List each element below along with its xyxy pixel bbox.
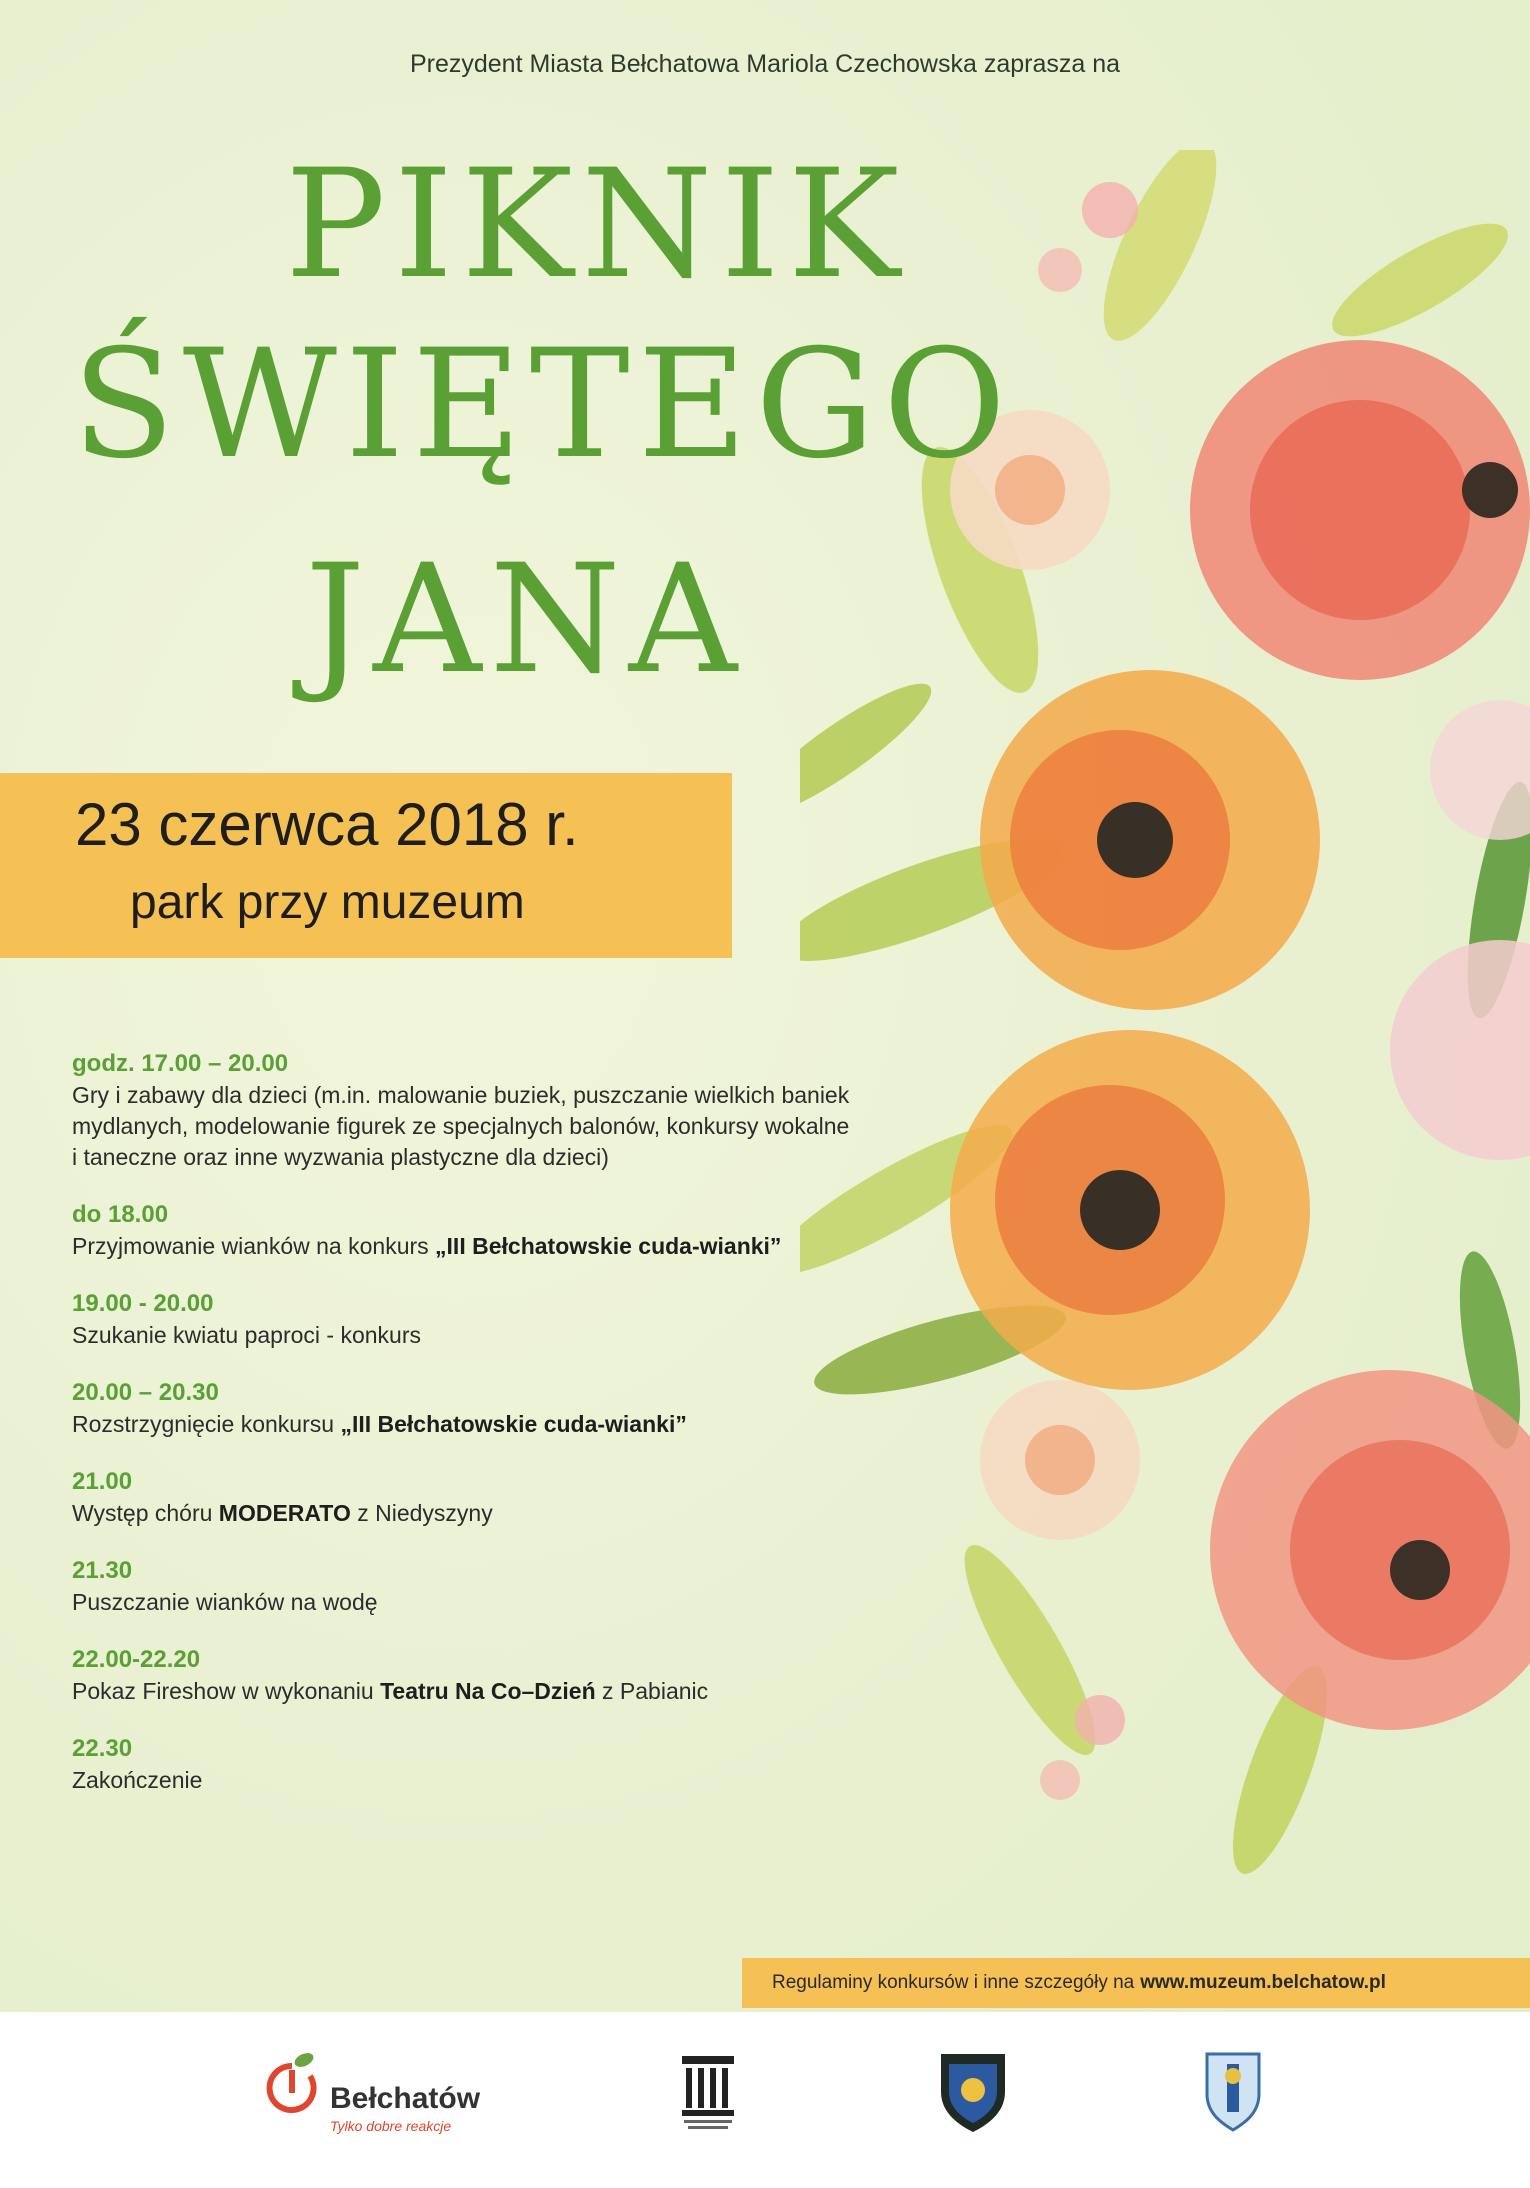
program-description xyxy=(72,1409,852,1440)
program-time: do 18.00 xyxy=(72,1201,169,1228)
program-text: z Pabianic xyxy=(595,1678,709,1704)
program-time: 19.00 - 20.00 xyxy=(72,1290,214,1317)
title-line-1: PIKNIK xyxy=(285,138,908,312)
program-time: godz. 17.00 – 20.00 xyxy=(72,1050,289,1077)
city-name: Bełchatów xyxy=(330,2082,481,2115)
invitation-text: Prezydent Miasta Bełchatowa Mariola Czechowska zaprasza na xyxy=(409,50,1121,78)
belchatow-power-logo-icon xyxy=(262,2048,322,2118)
program-text: Gry i zabawy dla dzieci (m.in. malowanie buziek, puszczanie wielkich baniek mydlanych, modelowanie figurek ze specjalnych balonów, konkursy wokalne i taneczne oraz inne wyzwania plastyczne dla dzieci) xyxy=(72,1082,850,1170)
program-item xyxy=(72,1377,852,1440)
program-text: Zakończenie xyxy=(72,1767,203,1793)
theatre-name: Teatru Na Co–Dzień xyxy=(380,1678,596,1704)
program-item xyxy=(72,1199,852,1262)
program-list xyxy=(72,1048,852,1822)
details-text: Regulaminy konkursów i inne szczegóły na xyxy=(772,1972,1135,1993)
museum-url-link[interactable]: www.muzeum.belchatow.pl xyxy=(1140,1972,1386,1993)
program-time: 22.30 xyxy=(72,1735,133,1762)
program-item xyxy=(72,1288,852,1351)
program-item xyxy=(72,1644,852,1707)
title-line-3: JANA xyxy=(305,533,746,707)
program-text: z Niedyszyny xyxy=(350,1500,493,1526)
program-description xyxy=(72,1080,852,1173)
event-place: park przy muzeum xyxy=(130,876,525,929)
program-description xyxy=(72,1320,852,1351)
contest-name: „III Bełchatowskie cuda-wianki” xyxy=(340,1411,687,1437)
program-text: Występ chóru xyxy=(72,1500,219,1526)
program-item xyxy=(72,1048,852,1173)
program-item xyxy=(72,1466,852,1529)
program-description xyxy=(72,1587,852,1618)
program-description xyxy=(72,1498,852,1529)
program-time: 21.00 xyxy=(72,1468,133,1495)
program-time: 22.00-22.20 xyxy=(72,1646,201,1673)
program-description xyxy=(72,1765,852,1796)
program-text: Pokaz Fireshow w wykonaniu xyxy=(72,1678,381,1704)
program-item xyxy=(72,1733,852,1796)
program-text: Szukanie kwiatu paproci - konkurs xyxy=(72,1322,421,1348)
program-text: Przyjmowanie wianków na konkurs xyxy=(72,1233,436,1259)
event-date: 23 czerwca 2018 r. xyxy=(75,791,579,858)
program-text: Rozstrzygnięcie konkursu xyxy=(72,1411,341,1437)
city-tagline: Tylko dobre reakcje xyxy=(330,2118,452,2134)
title-line-2: ŚWIĘTEGO xyxy=(72,318,1015,492)
program-description xyxy=(72,1676,852,1707)
program-text: Puszczanie wianków na wodę xyxy=(72,1589,378,1615)
program-time: 20.00 – 20.30 xyxy=(72,1379,219,1406)
program-description xyxy=(72,1231,852,1262)
museum-building-icon xyxy=(678,2048,738,2138)
city-coat-of-arms-icon xyxy=(1203,2050,1263,2132)
contest-name: „III Bełchatowskie cuda-wianki” xyxy=(435,1233,782,1259)
details-banner xyxy=(742,1958,1530,2008)
program-item xyxy=(72,1555,852,1618)
choir-name: MODERATO xyxy=(218,1500,351,1526)
sponsor-footer xyxy=(0,2012,1530,2188)
program-time: 21.30 xyxy=(72,1557,133,1584)
city-guard-shield-icon xyxy=(935,2048,1011,2134)
